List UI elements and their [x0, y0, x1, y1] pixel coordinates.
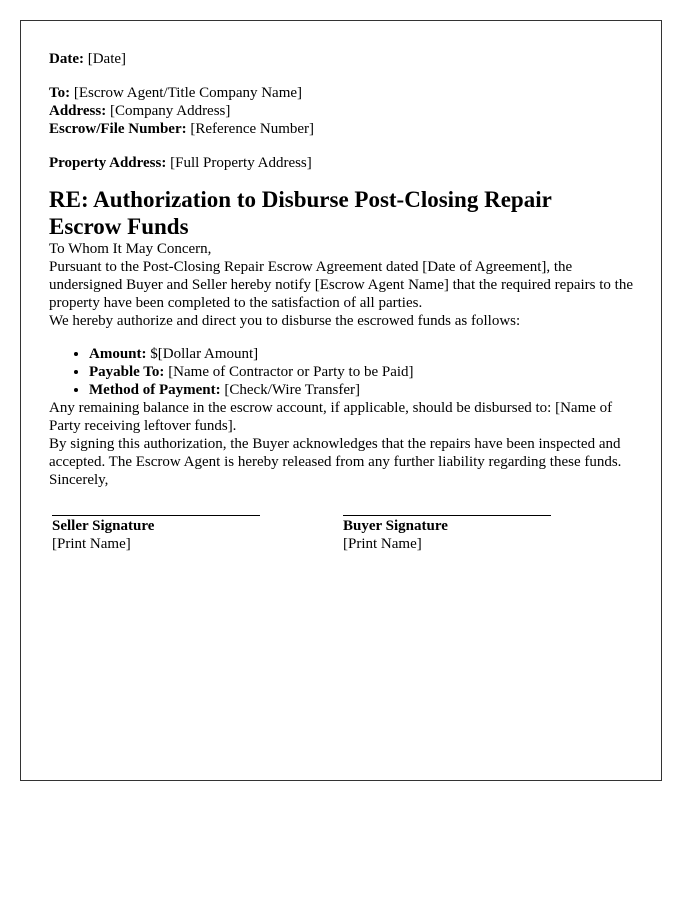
address-label: Address:: [49, 103, 107, 119]
signature-section: [49, 515, 633, 565]
date-value: [Date]: [87, 51, 127, 67]
title-line-2: Escrow Funds: [49, 214, 189, 239]
title-line-1: RE: Authorization to Disburse Post-Closing Repair: [49, 187, 552, 212]
seller-signature-block: [52, 515, 262, 553]
seller-signature-label: Seller Signature: [52, 518, 155, 534]
file-number-label: Escrow/File Number:: [49, 121, 187, 137]
method-value: [Check/Wire Transfer]: [224, 382, 360, 398]
property-line: [49, 154, 633, 172]
paragraph-agreement: Pursuant to the Post-Closing Repair Escrow Agreement dated [Date of Agreement], the undersigned Buyer and Seller hereby notify [Escrow Agent Name] that the required repairs to the property have been completed to the satisfaction of all parties.: [49, 259, 633, 311]
file-number-value: [Reference Number]: [190, 121, 315, 137]
property-value: [Full Property Address]: [170, 155, 312, 171]
paragraph-acknowledgement: By signing this authorization, the Buyer acknowledges that the repairs have been inspected and accepted. The Escrow Agent is hereby released from any further liability regarding these funds.: [49, 436, 622, 470]
to-label: To:: [49, 85, 71, 101]
buyer-signature-block: [343, 515, 553, 553]
list-item-method: [89, 381, 633, 399]
buyer-signature-label: Buyer Signature: [343, 518, 448, 534]
amount-value: $[Dollar Amount]: [150, 346, 259, 362]
method-label: Method of Payment:: [89, 382, 221, 398]
date-line: [49, 50, 633, 68]
payable-to-label: Payable To:: [89, 364, 165, 380]
buyer-signature-line: [343, 515, 551, 516]
disbursement-list: [49, 345, 633, 399]
paragraph-authorize: We hereby authorize and direct you to disburse the escrowed funds as follows:: [49, 313, 521, 329]
seller-print-name: [Print Name]: [52, 536, 131, 552]
address-value: [Company Address]: [109, 103, 231, 119]
recipient-block: [49, 84, 633, 138]
letter-page: [20, 20, 662, 781]
salutation: To Whom It May Concern,: [49, 241, 212, 257]
amount-label: Amount:: [89, 346, 147, 362]
paragraph-remaining-balance: Any remaining balance in the escrow account, if applicable, should be disbursed to: [Name of Party receiving leftover funds].: [49, 400, 613, 434]
letter-title: [49, 186, 633, 240]
buyer-print-name: [Print Name]: [343, 536, 422, 552]
date-label: Date:: [49, 51, 84, 67]
to-value: [Escrow Agent/Title Company Name]: [73, 85, 303, 101]
property-label: Property Address:: [49, 155, 167, 171]
list-item-payable-to: [89, 363, 633, 381]
list-item-amount: [89, 345, 633, 363]
seller-signature-line: [52, 515, 260, 516]
payable-to-value: [Name of Contractor or Party to be Paid]: [168, 364, 414, 380]
closing: Sincerely,: [49, 472, 109, 488]
